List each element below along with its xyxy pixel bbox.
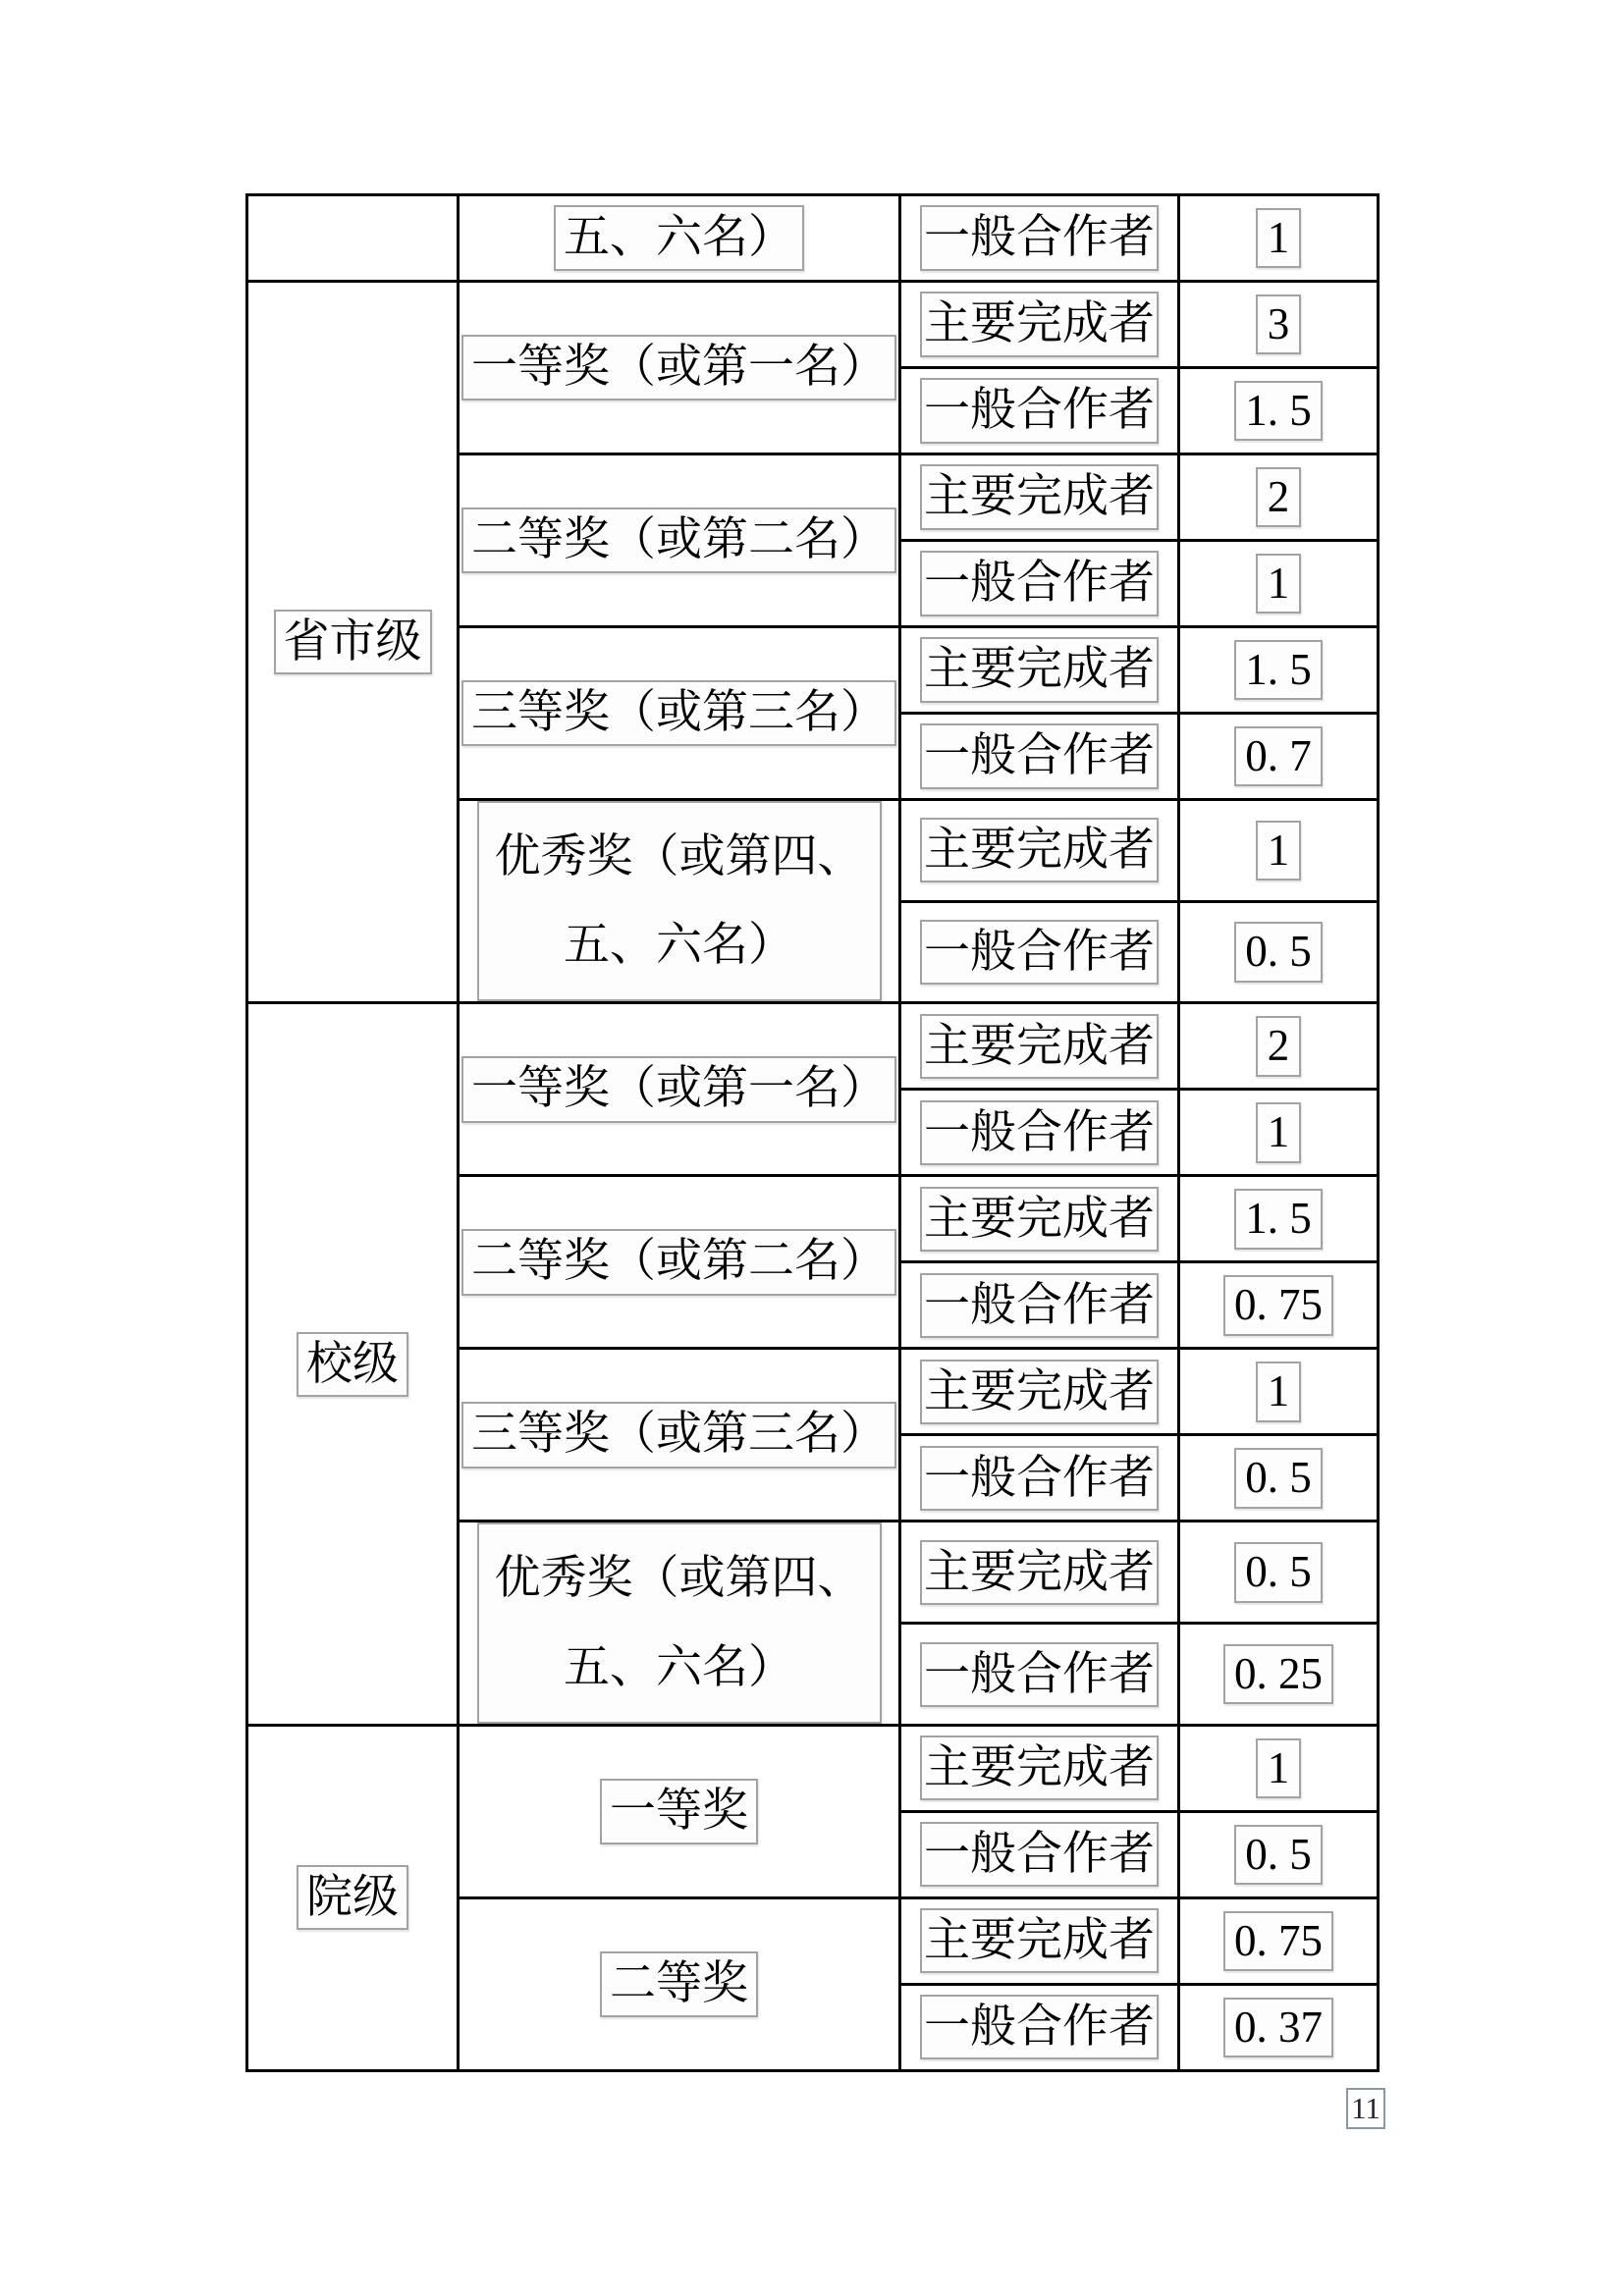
award-box bbox=[461, 680, 896, 746]
score-box: 2 bbox=[1256, 467, 1301, 528]
role-box: 主要完成者 bbox=[920, 818, 1159, 882]
score-cell bbox=[1179, 541, 1379, 627]
award-name: 三等奖（或第三名） bbox=[471, 686, 887, 738]
score-box: 0. 25 bbox=[1223, 1644, 1333, 1705]
score-box: 1. 5 bbox=[1234, 381, 1323, 442]
award-name: 三等奖（或第三名） bbox=[471, 1409, 887, 1461]
award-name: 五、六名） bbox=[564, 1641, 794, 1693]
score-cell bbox=[1179, 901, 1379, 1003]
score-cell bbox=[1179, 1090, 1379, 1176]
role-box: 一般合作者 bbox=[920, 1995, 1159, 2059]
level-box: 省市级 bbox=[274, 610, 432, 674]
level-box: 院级 bbox=[297, 1865, 408, 1930]
score-cell bbox=[1179, 627, 1379, 714]
role-cell bbox=[900, 454, 1179, 541]
award-cell bbox=[459, 454, 900, 627]
role-box: 一般合作者 bbox=[920, 378, 1159, 443]
level-cell bbox=[247, 1003, 459, 1725]
score-cell bbox=[1179, 1349, 1379, 1435]
score-cell bbox=[1179, 714, 1379, 800]
score-cell bbox=[1179, 1725, 1379, 1811]
role-box: 一般合作者 bbox=[920, 1273, 1159, 1338]
role-box: 主要完成者 bbox=[920, 1540, 1159, 1605]
role-cell bbox=[900, 1262, 1179, 1349]
score-box: 0. 75 bbox=[1223, 1275, 1333, 1336]
role-cell bbox=[900, 901, 1179, 1003]
award-cell bbox=[459, 282, 900, 454]
score-box: 0. 5 bbox=[1234, 922, 1323, 983]
score-cell bbox=[1179, 1003, 1379, 1090]
role-box: 主要完成者 bbox=[920, 292, 1159, 356]
award-cell bbox=[459, 1176, 900, 1349]
award-name: 优秀奖（或第四、 bbox=[494, 1553, 864, 1605]
role-cell bbox=[900, 541, 1179, 627]
award-name: 二等奖 bbox=[610, 1957, 748, 2009]
role-box: 一般合作者 bbox=[920, 205, 1159, 270]
role-box: 主要完成者 bbox=[920, 1360, 1159, 1424]
role-cell bbox=[900, 1090, 1179, 1176]
role-cell bbox=[900, 714, 1179, 800]
score-cell bbox=[1179, 1262, 1379, 1349]
table-row bbox=[247, 195, 1379, 282]
table-row bbox=[247, 1725, 1379, 1811]
role-cell bbox=[900, 800, 1179, 902]
role-box: 主要完成者 bbox=[920, 1187, 1159, 1252]
score-box: 1 bbox=[1256, 821, 1301, 881]
role-box: 一般合作者 bbox=[920, 551, 1159, 615]
role-cell bbox=[900, 1811, 1179, 1897]
role-cell bbox=[900, 1725, 1179, 1811]
level-cell-empty bbox=[247, 195, 459, 282]
score-box: 1 bbox=[1256, 1362, 1301, 1422]
table-row bbox=[247, 282, 1379, 368]
award-name: 一等奖 bbox=[610, 1785, 748, 1837]
page-number: 11 bbox=[1351, 2091, 1380, 2125]
award-box bbox=[461, 507, 896, 573]
score-box: 0. 5 bbox=[1234, 1825, 1323, 1886]
award-cell bbox=[459, 800, 900, 1003]
score-cell bbox=[1179, 1176, 1379, 1262]
award-cell bbox=[459, 1897, 900, 2070]
role-box: 主要完成者 bbox=[920, 1735, 1159, 1800]
role-box: 一般合作者 bbox=[920, 1822, 1159, 1887]
award-box bbox=[477, 1522, 882, 1723]
role-cell bbox=[900, 1897, 1179, 1984]
score-box: 0. 5 bbox=[1234, 1448, 1323, 1509]
score-box: 1 bbox=[1256, 554, 1301, 614]
award-name: 二等奖（或第二名） bbox=[471, 1236, 887, 1288]
role-cell bbox=[900, 195, 1179, 282]
award-box bbox=[461, 335, 896, 400]
award-cell bbox=[459, 1725, 900, 1897]
award-box bbox=[600, 1951, 758, 2017]
award-name: 优秀奖（或第四、 bbox=[494, 831, 864, 882]
level-box: 校级 bbox=[297, 1332, 408, 1397]
role-box: 一般合作者 bbox=[920, 1642, 1159, 1707]
score-cell bbox=[1179, 1624, 1379, 1726]
score-cell bbox=[1179, 454, 1379, 541]
score-cell bbox=[1179, 800, 1379, 902]
award-name: 一等奖（或第一名） bbox=[471, 341, 887, 393]
score-box: 1 bbox=[1256, 1738, 1301, 1799]
score-cell bbox=[1179, 1897, 1379, 1984]
role-box: 主要完成者 bbox=[920, 1908, 1159, 1973]
award-box bbox=[600, 1779, 758, 1844]
role-box: 一般合作者 bbox=[920, 920, 1159, 985]
score-box: 0. 5 bbox=[1234, 1542, 1323, 1603]
role-cell bbox=[900, 1522, 1179, 1624]
score-box: 1. 5 bbox=[1234, 640, 1323, 701]
award-box bbox=[461, 1056, 896, 1122]
score-cell bbox=[1179, 282, 1379, 368]
award-cell bbox=[459, 1349, 900, 1522]
role-cell bbox=[900, 282, 1179, 368]
award-box bbox=[477, 801, 882, 1001]
award-box bbox=[461, 1402, 896, 1468]
role-box: 主要完成者 bbox=[920, 1014, 1159, 1079]
score-cell bbox=[1179, 1435, 1379, 1522]
award-cell bbox=[459, 1522, 900, 1725]
score-box: 1 bbox=[1256, 1102, 1301, 1163]
score-cell bbox=[1179, 1522, 1379, 1624]
score-box: 0. 7 bbox=[1234, 726, 1323, 787]
score-cell bbox=[1179, 368, 1379, 454]
award-cell bbox=[459, 195, 900, 282]
score-box: 0. 37 bbox=[1223, 1998, 1333, 2058]
role-cell bbox=[900, 368, 1179, 454]
award-cell bbox=[459, 1003, 900, 1176]
award-name: 五、六名） bbox=[564, 920, 794, 972]
award-cell bbox=[459, 627, 900, 800]
award-name: 五、六名） bbox=[564, 211, 794, 263]
award-box bbox=[461, 1229, 896, 1295]
role-cell bbox=[900, 1349, 1179, 1435]
role-cell bbox=[900, 1984, 1179, 2070]
award-name: 一等奖（或第一名） bbox=[471, 1063, 887, 1115]
role-cell bbox=[900, 1176, 1179, 1262]
role-cell bbox=[900, 1435, 1179, 1522]
score-box: 1 bbox=[1256, 208, 1301, 269]
role-box: 一般合作者 bbox=[920, 1100, 1159, 1165]
award-box bbox=[554, 205, 804, 271]
score-table bbox=[245, 193, 1380, 2072]
score-box: 1. 5 bbox=[1234, 1189, 1323, 1250]
score-box: 3 bbox=[1256, 294, 1301, 355]
role-box: 主要完成者 bbox=[920, 464, 1159, 529]
award-name: 二等奖（或第二名） bbox=[471, 513, 887, 565]
table-row bbox=[247, 1003, 1379, 1090]
role-cell bbox=[900, 1624, 1179, 1726]
score-cell bbox=[1179, 1984, 1379, 2070]
page-number-box bbox=[1346, 2088, 1385, 2129]
role-cell bbox=[900, 627, 1179, 714]
score-cell bbox=[1179, 1811, 1379, 1897]
score-cell bbox=[1179, 195, 1379, 282]
role-box: 主要完成者 bbox=[920, 637, 1159, 702]
score-box: 0. 75 bbox=[1223, 1911, 1333, 1972]
role-box: 一般合作者 bbox=[920, 723, 1159, 788]
role-cell bbox=[900, 1003, 1179, 1090]
role-box: 一般合作者 bbox=[920, 1446, 1159, 1511]
level-cell bbox=[247, 282, 459, 1003]
level-cell bbox=[247, 1725, 459, 2070]
score-box: 2 bbox=[1256, 1016, 1301, 1077]
